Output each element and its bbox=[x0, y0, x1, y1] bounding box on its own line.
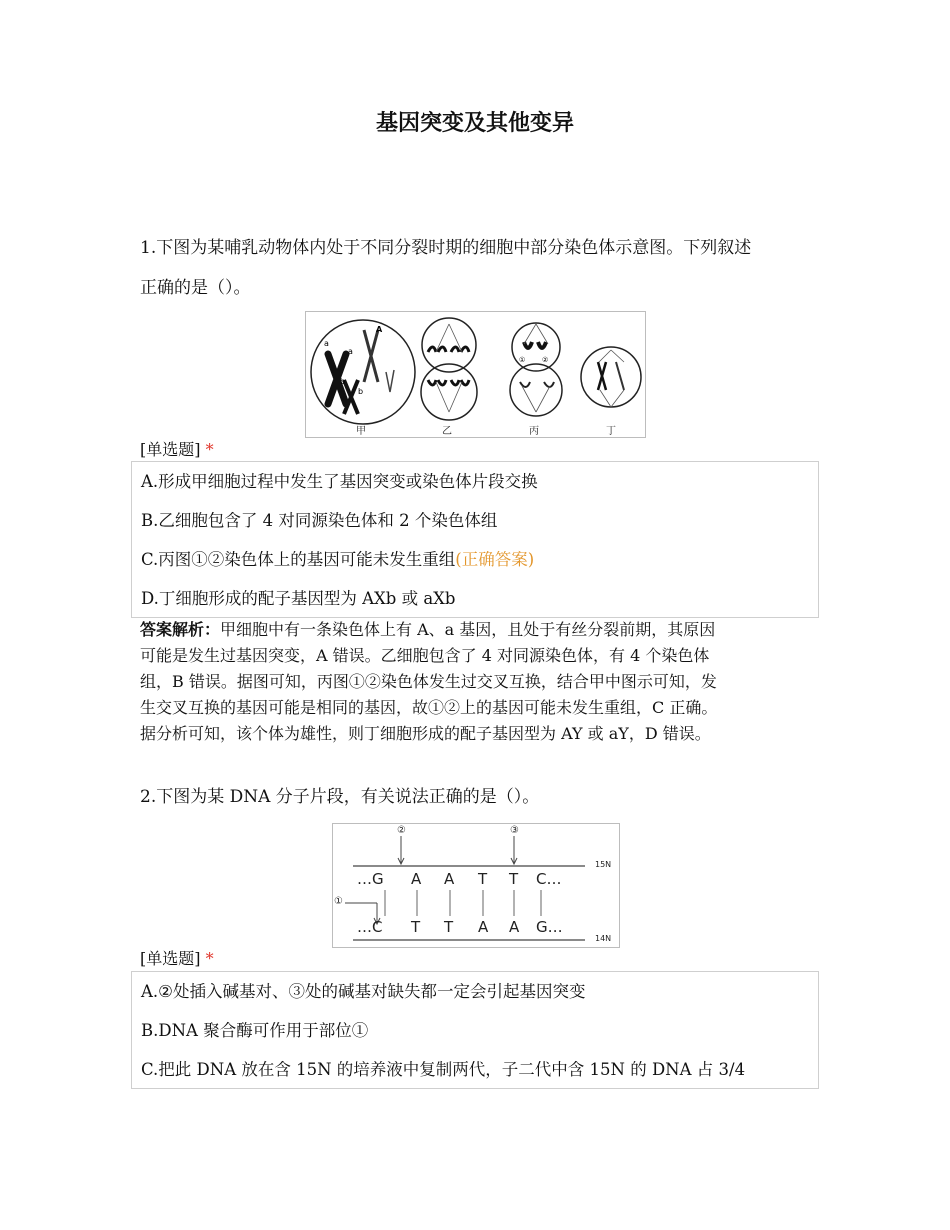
svg-text:a: a bbox=[324, 339, 329, 348]
base-top-6: C… bbox=[536, 870, 562, 888]
svg-text:b: b bbox=[340, 377, 346, 386]
dna-figure bbox=[332, 823, 620, 948]
required-mark: * bbox=[205, 949, 214, 968]
svg-text:A: A bbox=[376, 325, 383, 334]
required-mark: * bbox=[205, 440, 214, 459]
analysis-line-2: 可能是发生过基因突变，A 错误。乙细胞包含了 4 对同源染色体，有 4 个染色体 bbox=[140, 646, 710, 665]
option-c[interactable] bbox=[132, 540, 818, 579]
figure-label-jia: 甲 bbox=[356, 426, 366, 437]
question-1-type bbox=[140, 437, 214, 460]
marker-1: ① bbox=[334, 896, 343, 907]
question-type-label: [单选题] bbox=[140, 440, 201, 459]
correct-answer-tag: (正确答案) bbox=[455, 550, 535, 569]
figure-label-bing: 丙 bbox=[529, 426, 539, 437]
option-b[interactable]: B.DNA 聚合酶可作用于部位① bbox=[141, 1021, 369, 1040]
base-bottom-1: …C bbox=[357, 918, 383, 936]
option-c-text: C.丙图①②染色体上的基因可能未发生重组 bbox=[141, 550, 456, 569]
question-2-options bbox=[131, 971, 819, 1089]
marker-3: ③ bbox=[510, 825, 519, 836]
option-d[interactable]: D.丁细胞形成的配子基因型为 AXb 或 aXb bbox=[141, 589, 456, 608]
dna-labels bbox=[333, 824, 619, 947]
option-b[interactable]: B.乙细胞包含了 4 对同源染色体和 2 个染色体组 bbox=[141, 511, 498, 530]
cell-division-diagram bbox=[306, 312, 645, 437]
question-type-label: [单选题] bbox=[140, 949, 201, 968]
svg-text:①: ① bbox=[519, 356, 526, 364]
base-bottom-3: T bbox=[444, 918, 454, 936]
base-top-3: A bbox=[444, 870, 455, 888]
figure-label-yi: 乙 bbox=[442, 426, 452, 437]
base-bottom-6: G… bbox=[536, 918, 563, 936]
svg-text:a: a bbox=[348, 347, 353, 356]
analysis-line-4: 生交叉互换的基因可能是相同的基因，故①②上的基因可能未发生重组，C 正确。 bbox=[140, 698, 718, 717]
analysis-line-5: 据分析可知，该个体为雄性，则丁细胞形成的配子基因型为 AY 或 aY，D 错误。 bbox=[140, 724, 711, 743]
figure-label-ding: 丁 bbox=[606, 426, 616, 437]
analysis-line-1: 甲细胞中有一条染色体上有 A、a 基因，且处于有丝分裂前期，其原因 bbox=[220, 620, 716, 639]
question-1-options bbox=[131, 461, 819, 618]
base-bottom-2: T bbox=[411, 918, 421, 936]
base-top-4: T bbox=[478, 870, 488, 888]
question-1-stem-line-2: 正确的是（）。 bbox=[140, 278, 251, 298]
page-title: 基因突变及其他变异 bbox=[375, 111, 574, 136]
base-top-5: T bbox=[509, 870, 519, 888]
figure-labels bbox=[306, 422, 645, 436]
base-top-1: …G bbox=[357, 870, 384, 888]
answer-analysis bbox=[140, 617, 812, 747]
svg-text:b: b bbox=[358, 387, 364, 396]
base-bottom-4: A bbox=[478, 918, 489, 936]
analysis-label: 答案解析： bbox=[140, 620, 221, 639]
option-a[interactable]: A.形成甲细胞过程中发生了基因突变或染色体片段交换 bbox=[141, 472, 538, 491]
cell-division-figure bbox=[305, 311, 646, 438]
base-bottom-5: A bbox=[509, 918, 520, 936]
option-c[interactable]: C.把此 DNA 放在含 15N 的培养液中复制两代，子二代中含 15N 的 DNA 占 3/4 bbox=[141, 1060, 746, 1079]
strand-label-15n: 15N bbox=[595, 860, 612, 869]
question-2-stem: 2.下图为某 DNA 分子片段，有关说法正确的是（）。 bbox=[140, 787, 540, 807]
question-1-stem bbox=[140, 228, 820, 308]
svg-text:②: ② bbox=[542, 356, 549, 364]
base-top-2: A bbox=[411, 870, 422, 888]
marker-2: ② bbox=[397, 825, 406, 836]
question-2-type bbox=[140, 946, 214, 969]
option-a[interactable]: A.②处插入碱基对、③处的碱基对缺失都一定会引起基因突变 bbox=[141, 982, 586, 1001]
question-1-stem-line-1: 1.下图为某哺乳动物体内处于不同分裂时期的细胞中部分染色体示意图。下列叙述 bbox=[140, 238, 752, 258]
strand-label-14n: 14N bbox=[595, 934, 612, 943]
analysis-line-3: 组，B 错误。据图可知，丙图①②染色体发生过交叉互换，结合甲中图示可知，发 bbox=[140, 672, 717, 691]
